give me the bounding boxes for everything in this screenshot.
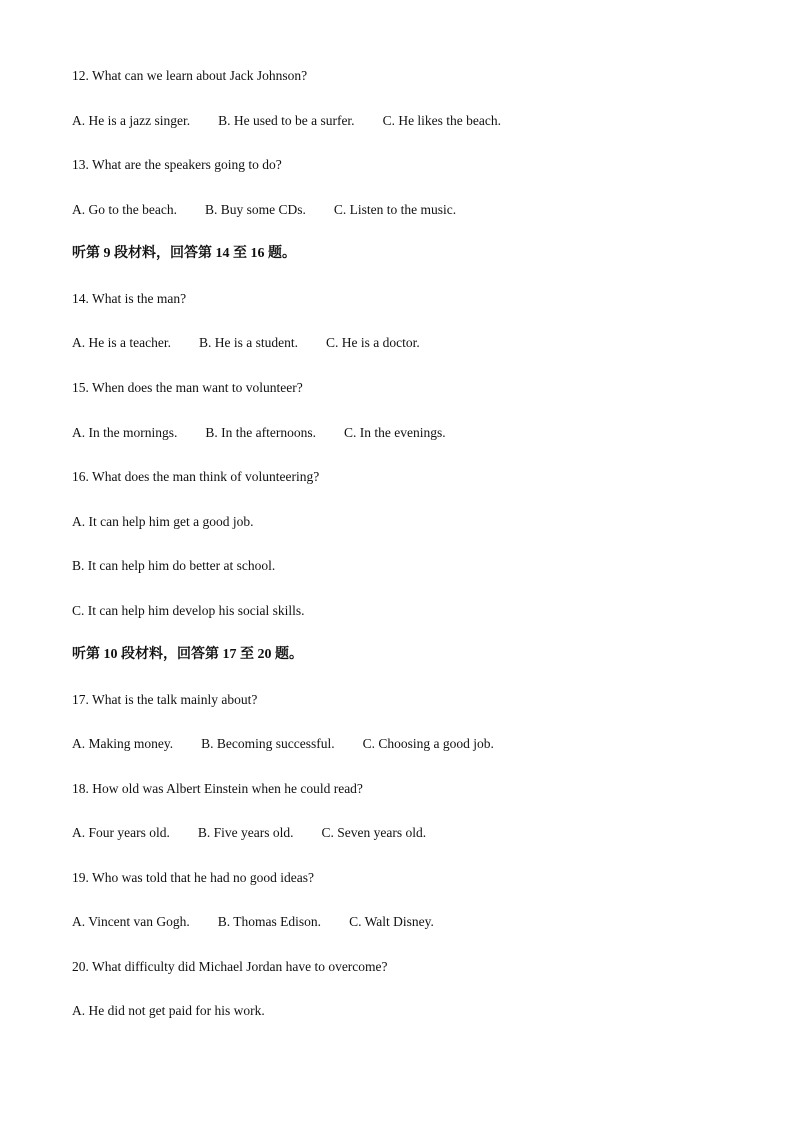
question-15-options [72, 424, 446, 442]
option-a: A. Vincent van Gogh. [72, 914, 190, 929]
option-b: B. In the afternoons. [205, 425, 316, 440]
option-a: A. Making money. [72, 736, 174, 751]
option-b: B. Buy some CDs. [204, 202, 306, 217]
section-heading-10: 听第 10 段材料，回答第 17 至 20 题。 [72, 647, 303, 662]
question-20-stem: 20. What difficulty did Michael Jordan have to overcome? [72, 959, 388, 974]
option-c: C. Walt Disney. [349, 914, 434, 929]
question-13-stem: 13. What are the speakers going to do? [72, 157, 282, 172]
question-19-stem: 19. Who was told that he had no good ideas? [72, 870, 314, 885]
question-18-stem: 18. How old was Albert Einstein when he could read? [72, 781, 363, 796]
question-16-option-c: C. It can help him develop his social skills. [72, 603, 305, 618]
question-12-stem: 12. What can we learn about Jack Johnson? [72, 68, 308, 83]
question-14-stem: 14. What is the man? [72, 291, 187, 306]
option-b: B. Thomas Edison. [217, 914, 322, 929]
question-16-option-b: B. It can help him do better at school. [72, 558, 276, 573]
question-18-options [72, 824, 426, 842]
question-14-options [72, 334, 420, 352]
question-13-options [72, 201, 456, 219]
option-a: A. Go to the beach. [72, 202, 177, 217]
option-b: B. Becoming successful. [201, 736, 335, 751]
option-a: A. He is a teacher. [72, 335, 171, 350]
option-a: A. He is a jazz singer. [72, 113, 191, 128]
question-12-options [72, 112, 501, 130]
question-15-stem: 15. When does the man want to volunteer? [72, 380, 303, 395]
section-heading-9: 听第 9 段材料，回答第 14 至 16 题。 [72, 246, 296, 261]
question-16-option-a: A. It can help him get a good job. [72, 514, 254, 529]
question-19-options [72, 913, 434, 931]
question-20-option-a: A. He did not get paid for his work. [72, 1003, 265, 1018]
question-17-stem: 17. What is the talk mainly about? [72, 692, 258, 707]
option-c: C. Seven years old. [321, 825, 427, 840]
option-c: C. He likes the beach. [382, 113, 502, 128]
option-c: C. Choosing a good job. [362, 736, 494, 751]
option-b: B. He used to be a surfer. [218, 113, 355, 128]
option-c: C. Listen to the music. [333, 202, 457, 217]
question-16-stem: 16. What does the man think of volunteering? [72, 469, 320, 484]
option-c: C. He is a doctor. [325, 335, 420, 350]
option-a: A. Four years old. [72, 825, 170, 840]
option-c: C. In the evenings. [343, 425, 446, 440]
option-a: A. In the mornings. [72, 425, 178, 440]
question-17-options [72, 735, 494, 753]
option-b: B. Five years old. [197, 825, 294, 840]
option-b: B. He is a student. [198, 335, 298, 350]
